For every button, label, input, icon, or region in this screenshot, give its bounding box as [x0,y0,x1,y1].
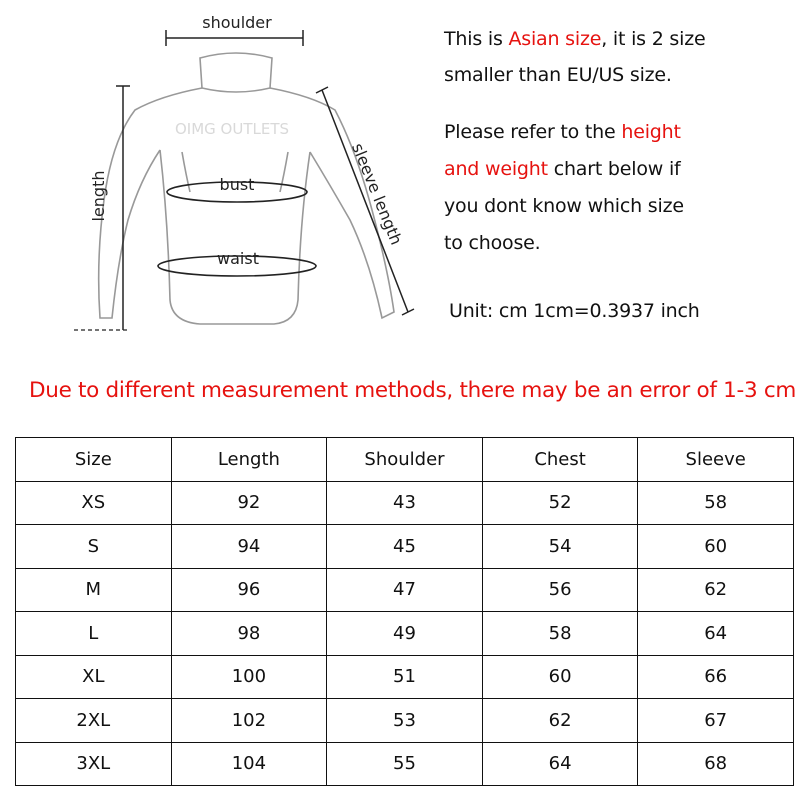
table-cell: 52 [482,481,638,525]
column-header: Sleeve [638,438,794,482]
watermark-text: OIMG OUTLETS [174,120,290,138]
asian-size-notice-line1 [444,28,705,50]
table-row [16,742,794,786]
table-cell: 102 [171,699,327,743]
table-row [16,481,794,525]
table-cell: 55 [327,742,483,786]
table-row [16,568,794,612]
table-cell: 64 [638,612,794,656]
table-cell: 49 [327,612,483,656]
table-row [16,612,794,656]
info-text: , it is 2 size [601,28,706,50]
table-cell: 2XL [16,699,172,743]
table-cell: 53 [327,699,483,743]
refer-chart-line4: to choose. [444,232,541,254]
sleeve-length-label: sleeve length [348,140,407,248]
info-text: Please refer to the [444,121,622,143]
table-cell: 58 [482,612,638,656]
column-header: Size [16,438,172,482]
table-header-row [16,438,794,482]
size-table [15,437,794,786]
length-label: length [89,170,108,222]
refer-chart-line3: you dont know which size [444,195,684,217]
table-cell: 66 [638,655,794,699]
table-cell: 98 [171,612,327,656]
waist-label: waist [217,249,259,268]
table-cell: 104 [171,742,327,786]
table-cell: 94 [171,525,327,569]
table-cell: 68 [638,742,794,786]
measurement-error-notice: Due to different measurement methods, there may be an error of 1-3 cm [29,378,797,403]
table-row [16,525,794,569]
table-cell: 62 [638,568,794,612]
table-cell: 51 [327,655,483,699]
table-cell: 60 [638,525,794,569]
table-body [16,481,794,786]
table-cell: 43 [327,481,483,525]
column-header: Length [171,438,327,482]
table-cell: S [16,525,172,569]
unit-note: Unit: cm 1cm=0.3937 inch [449,300,700,322]
info-text: chart below if [547,158,681,180]
table-cell: 92 [171,481,327,525]
weight-highlight: and weight [444,158,548,180]
table-cell: 56 [482,568,638,612]
table-cell: 67 [638,699,794,743]
column-header: Chest [482,438,638,482]
table-cell: 100 [171,655,327,699]
table-cell: M [16,568,172,612]
table-row [16,655,794,699]
table-cell: 54 [482,525,638,569]
shoulder-label: shoulder [202,13,272,32]
info-text: This is [444,28,509,50]
table-cell: 62 [482,699,638,743]
column-header: Shoulder [327,438,483,482]
asian-size-highlight: Asian size [508,28,602,50]
table-cell: 60 [482,655,638,699]
table-cell: 64 [482,742,638,786]
table-cell: 58 [638,481,794,525]
table-cell: XS [16,481,172,525]
table-cell: 47 [327,568,483,612]
table-cell: L [16,612,172,656]
table-row [16,699,794,743]
table-cell: XL [16,655,172,699]
refer-chart-line1 [444,121,681,143]
asian-size-notice-line2: smaller than EU/US size. [444,64,672,86]
measurement-diagram [60,0,430,345]
refer-chart-line2 [444,158,681,180]
table-cell: 3XL [16,742,172,786]
table-cell: 45 [327,525,483,569]
height-highlight: height [621,121,681,143]
table-cell: 96 [171,568,327,612]
bust-label: bust [219,175,255,194]
